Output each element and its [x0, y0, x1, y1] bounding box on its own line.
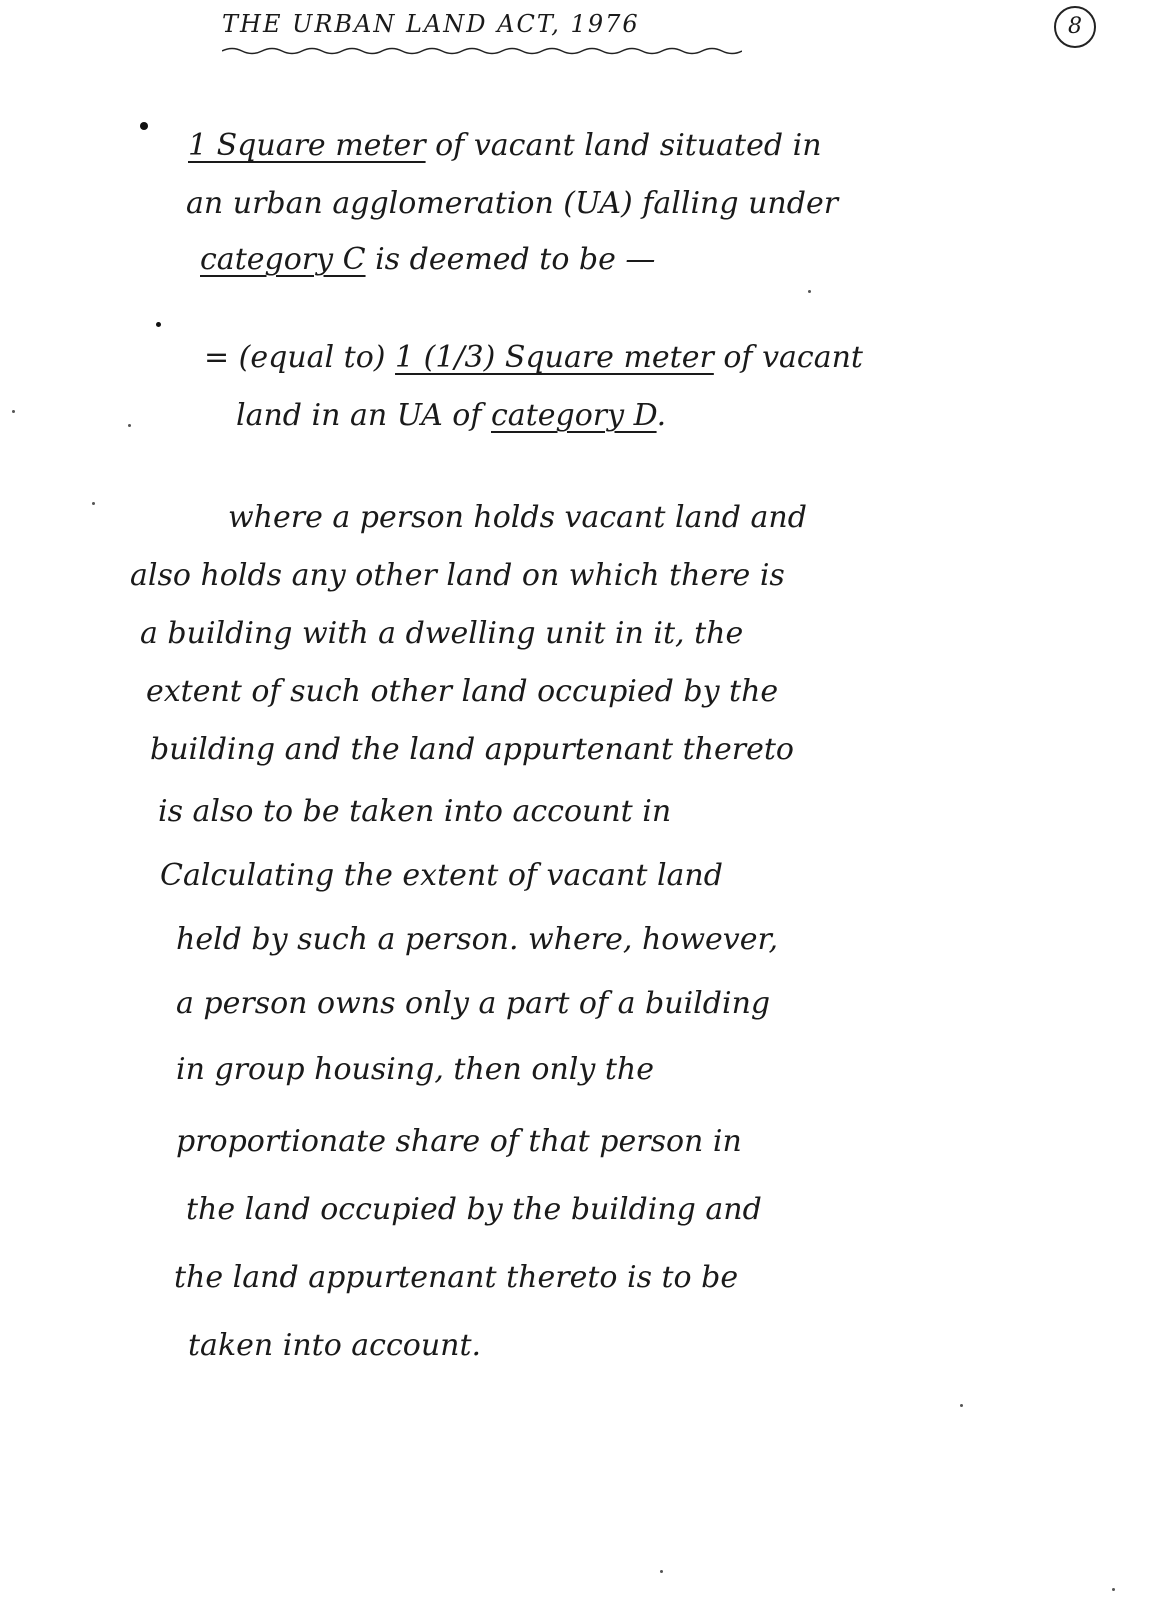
paragraph-line: in group housing, then only the — [176, 1052, 654, 1087]
point2-line1 — [204, 340, 863, 375]
paragraph-line: building and the land appurtenant thereto — [150, 732, 794, 767]
scan-speck — [960, 1404, 963, 1407]
point2-line2-end: . — [656, 398, 667, 433]
scan-speck — [128, 424, 131, 427]
title-wavy-underline — [222, 46, 742, 56]
paragraph-line: Calculating the extent of vacant land — [160, 858, 723, 893]
point2-category-d: category D — [491, 398, 657, 433]
paragraph-line: the land appurtenant thereto is to be — [174, 1260, 739, 1295]
paragraph-line: where a person holds vacant land and — [228, 500, 807, 535]
point2-underlined-term: 1 (1/3) Square meter — [395, 340, 714, 375]
paragraph-line: proportionate share of that person in — [176, 1124, 742, 1159]
scan-speck — [1112, 1588, 1115, 1591]
point1-category-c: category C — [200, 242, 366, 277]
point1-line1-text: of vacant land situated in — [425, 128, 822, 163]
paragraph-line: a person owns only a part of a building — [176, 986, 771, 1021]
bullet-point-2 — [156, 322, 161, 327]
point1-line3 — [200, 242, 655, 277]
page-title: THE URBAN LAND ACT, 1976 — [222, 10, 640, 38]
paragraph-line: also holds any other land on which there is — [130, 558, 785, 593]
point2-line1-text: of vacant — [713, 340, 863, 375]
paragraph-line: is also to be taken into account in — [158, 794, 672, 829]
page-number-badge: 8 — [1054, 6, 1096, 48]
point1-line3-text: is deemed to be — — [365, 242, 656, 277]
scan-speck — [660, 1570, 663, 1573]
scan-speck — [12, 410, 15, 413]
scan-speck — [92, 502, 95, 505]
point1-line2: an urban agglomeration (UA) falling under — [186, 186, 839, 221]
point1-underlined-term: 1 Square meter — [188, 128, 426, 163]
paragraph-line: taken into account. — [188, 1328, 482, 1363]
point1-line1 — [188, 128, 822, 163]
point2-line2 — [236, 398, 666, 433]
bullet-point-1 — [140, 122, 148, 130]
paragraph-line: a building with a dwelling unit in it, the — [140, 616, 744, 651]
paragraph-line: extent of such other land occupied by the — [146, 674, 779, 709]
paragraph-line: the land occupied by the building and — [186, 1192, 762, 1227]
paragraph-line: held by such a person. where, however, — [176, 922, 779, 957]
point2-equal-to: = (equal to) — [204, 340, 396, 375]
point2-line2-text: land in an UA of — [236, 398, 491, 433]
scan-speck — [808, 290, 811, 293]
